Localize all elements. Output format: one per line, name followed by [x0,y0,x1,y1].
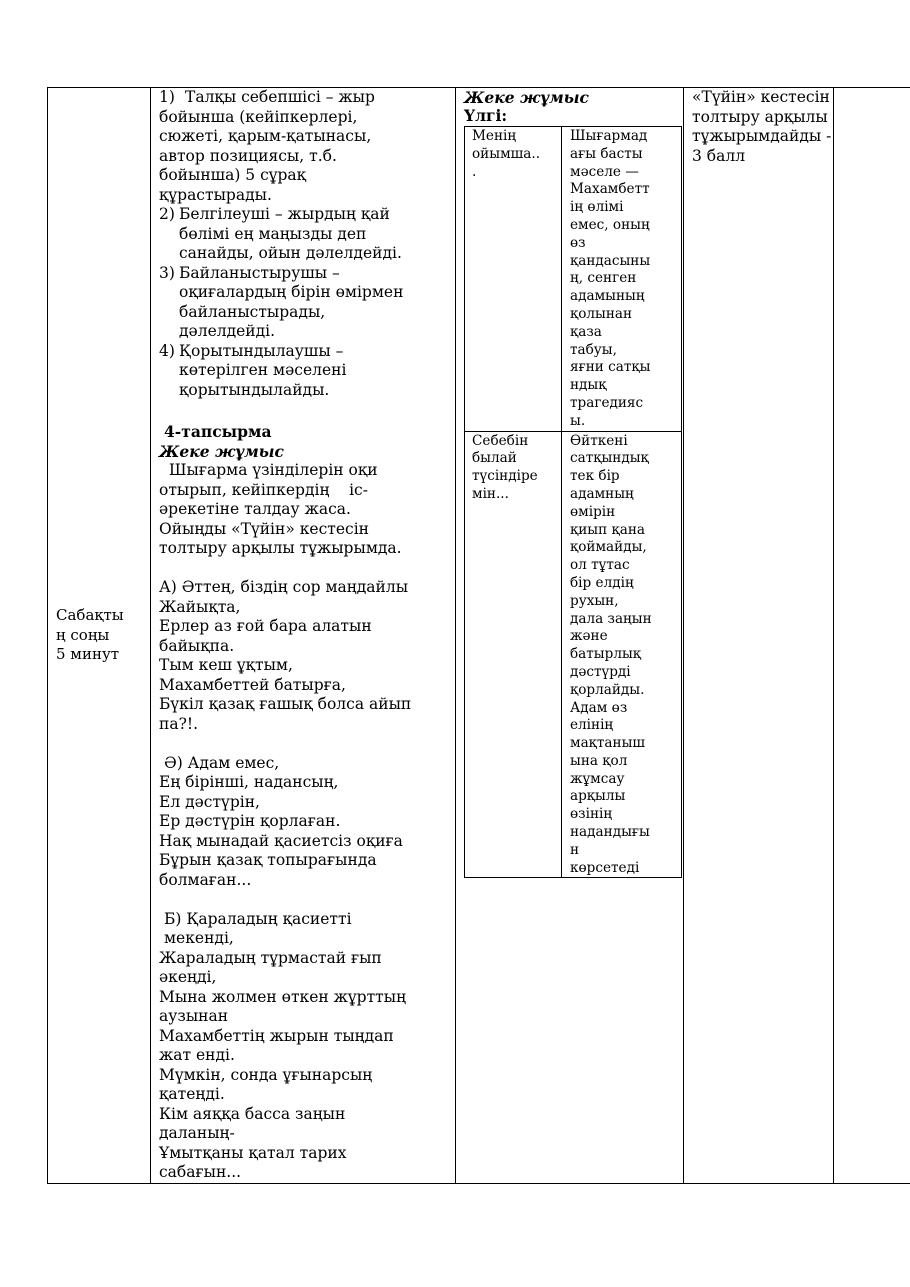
list-line: құрастырады. [159,185,272,204]
stage-line: ң соңы [56,625,110,644]
verse-line: Кім аяққа басса заңын [159,1104,346,1123]
task-line: Ойыңды «Түйін» кестесін [159,519,369,538]
sample-label: Үлгі: [464,106,508,125]
verse-line: даланың- [159,1124,235,1142]
table-value-cell [562,127,682,432]
cell-line: өмірін [570,503,616,520]
table-key-cell [465,127,562,432]
cell-line: Өйткені [570,432,628,449]
verse-line: Б) Қараладың қасиетті [164,909,352,928]
cell-line: ына қол [570,752,628,769]
verse-line: А) Әттең, біздің сор маңдайлы [159,578,409,596]
list-line: Белгілеуші – жырдың қай [179,205,390,223]
verse-line: Махамбеттей батырға, [159,675,346,694]
list-line: байланыстырады, [179,302,326,321]
verse-line: жат енді. [159,1046,235,1064]
list-line: көтерілген мәселені [179,361,347,379]
cell-line: мақтаныш [570,735,646,752]
list-item [159,342,451,401]
assessment-line: «Түйін» кестесін [692,88,830,106]
cell-line: ндық [570,377,607,394]
cell-line: бір елдің [570,574,634,591]
list-line: санайды, ойын дәлелдейді. [179,244,402,262]
cell-line: қоймайды, [570,539,647,556]
list-line: Қорытындылаушы – [179,341,344,360]
cell-line: Махамбетт [570,181,650,198]
table-key-cell [465,431,562,878]
cell-line: Менің [472,128,517,144]
cell-line: мәселе — [570,163,639,180]
cell-line: мін... [472,485,509,502]
cell-line: ң, сенген [570,270,637,287]
task-subtitle: Жеке жұмыс [159,441,284,461]
cell-line: жұмсау [570,770,625,787]
verse-line: сабағын... [159,1163,242,1181]
cell-line: адамының [570,288,645,305]
list-line: дәлелдейді. [179,322,276,340]
cell-line: өзінің [570,806,613,823]
cell-line: емес, оның [570,216,650,233]
cell-line: . [472,163,477,180]
list-item [159,264,451,342]
verse-line: па?!. [159,714,199,733]
verse-line: Ел дәстүрін, [159,792,260,811]
cell-line: ол тұтас [570,557,630,574]
list-line: бойынша) 5 сұрақ [159,166,307,184]
list-number: 3) [159,263,175,282]
verse-line: Ең бірінші, надансың, [159,773,339,791]
verse-line: қатеңді. [159,1085,225,1103]
cell-line: ің өлімі [570,199,624,216]
task-line: әрекетіне талдау жаса. [159,500,351,518]
cell-line: рухын, [570,592,619,609]
cell-line: табуы, [570,341,617,358]
assessment-cell [684,88,834,1184]
verse-line: аузынан [159,1007,229,1025]
table-row [465,127,682,432]
cell-line: Шығармад [570,128,648,144]
cell-line: дәстүрді [570,663,631,680]
verse-line: Мүмкін, сонда ұғынарсың [159,1065,373,1084]
cell-line: Себебін [472,432,529,449]
list-line: Талқы себепшісі – жыр [185,88,375,106]
cell-line: тек бір [570,468,620,485]
table-value-cell [562,431,682,878]
list-number: 4) [159,341,175,360]
verse-line: Ә) Адам емес, [164,753,280,772]
task-line: толтыру арқылы тұжырымда. [159,539,402,557]
teacher-activity-cell [151,88,456,1184]
verse-line: Жайықта, [159,597,241,616]
task-line: отырып, кейіпкердің іс- [159,480,368,499]
verse-line: Бұрын қазақ топырағында [159,851,377,869]
verse-line: Жараладың тұрмастай ғып [159,948,382,967]
cell-line: өз [570,234,586,251]
lesson-stage-cell [48,88,151,1184]
list-line: автор позициясы, т.б. [159,146,337,165]
list-item [159,205,451,264]
resources-cell [834,88,910,1184]
cell-line: ойымша.. [472,145,541,162]
cell-line: надандығы [570,824,650,841]
list-number: 1) [159,88,175,106]
assessment-line: тұжырымдайды - [692,127,832,145]
verse-line: Ер дәстүрін қорлаған. [159,812,341,830]
cell-line: қиып қана [570,521,646,538]
cell-line: трагедияс [570,394,644,411]
cell-line: дала заңын [570,610,652,627]
stage-line: 5 минут [56,645,120,664]
cell-line: елінің [570,717,614,734]
student-work-cell [456,88,684,1184]
task-line: Шығарма үзінділерін оқи [159,461,378,479]
cell-line: яғни сатқы [570,359,651,376]
cell-line: н [570,841,580,858]
verse-line: Нақ мынадай қасиетсіз оқиға [159,831,403,850]
verse-line: әкеңді, [159,968,217,986]
verse-line: Тым кеш ұқтым, [159,656,293,674]
verse-line: болмаған... [159,870,252,889]
verse-line: Махамбеттің жырын тыңдап [159,1026,394,1045]
cell-line: ағы басты [570,145,643,162]
list-number: 2) [159,205,175,223]
cell-line: қаза [570,323,602,340]
cell-line: арқылы [570,788,626,805]
cell-line: қолынан [570,305,633,322]
verse-line: Ерлер аз ғой бара алатын [159,617,372,635]
cell-line: Адам өз [570,699,628,716]
cell-line: батырлық [570,646,642,663]
cell-line: қандасыны [570,252,651,269]
stage-line: Сабақты [56,606,124,625]
cell-line: адамның [570,485,634,502]
list-line: қорытындылайды. [179,380,330,399]
verse-line: мекенді, [164,929,234,947]
cell-line: көрсетеді [570,859,640,876]
task-title: 4-тапсырма [164,422,272,441]
cell-line: ы. [570,412,586,429]
list-line: оқиғалардың бірін өмірмен [179,283,404,301]
list-line: бөлімі ең маңызды деп [179,224,367,243]
list-line: бойынша (кейіпкерлері, [159,107,358,126]
list-line: Байланыстырушы – [179,263,340,282]
cell-line: қорлайды. [570,681,645,698]
verse-line: байықпа. [159,636,235,655]
verse-line: Мына жолмен өткен жұрттың [159,987,407,1006]
tuyin-table [464,126,682,878]
assessment-line: 3 балл [692,146,746,165]
work-title: Жеке жұмыс [464,88,589,107]
verse-line: Ұмытқаны қатал тарих [159,1143,347,1162]
list-item [159,88,451,108]
cell-line: түсіндіре [472,468,538,485]
verse-line: Бүкіл қазақ ғашық болса айып [159,695,412,713]
table-row [465,431,682,878]
lesson-plan-table [47,87,910,1184]
lesson-row [48,88,910,1184]
assessment-line: толтыру арқылы [692,107,828,126]
cell-line: және [570,628,608,645]
cell-line: сатқындық [570,450,649,467]
cell-line: былай [472,450,517,467]
list-line: сюжеті, қарым-қатынасы, [159,127,372,145]
